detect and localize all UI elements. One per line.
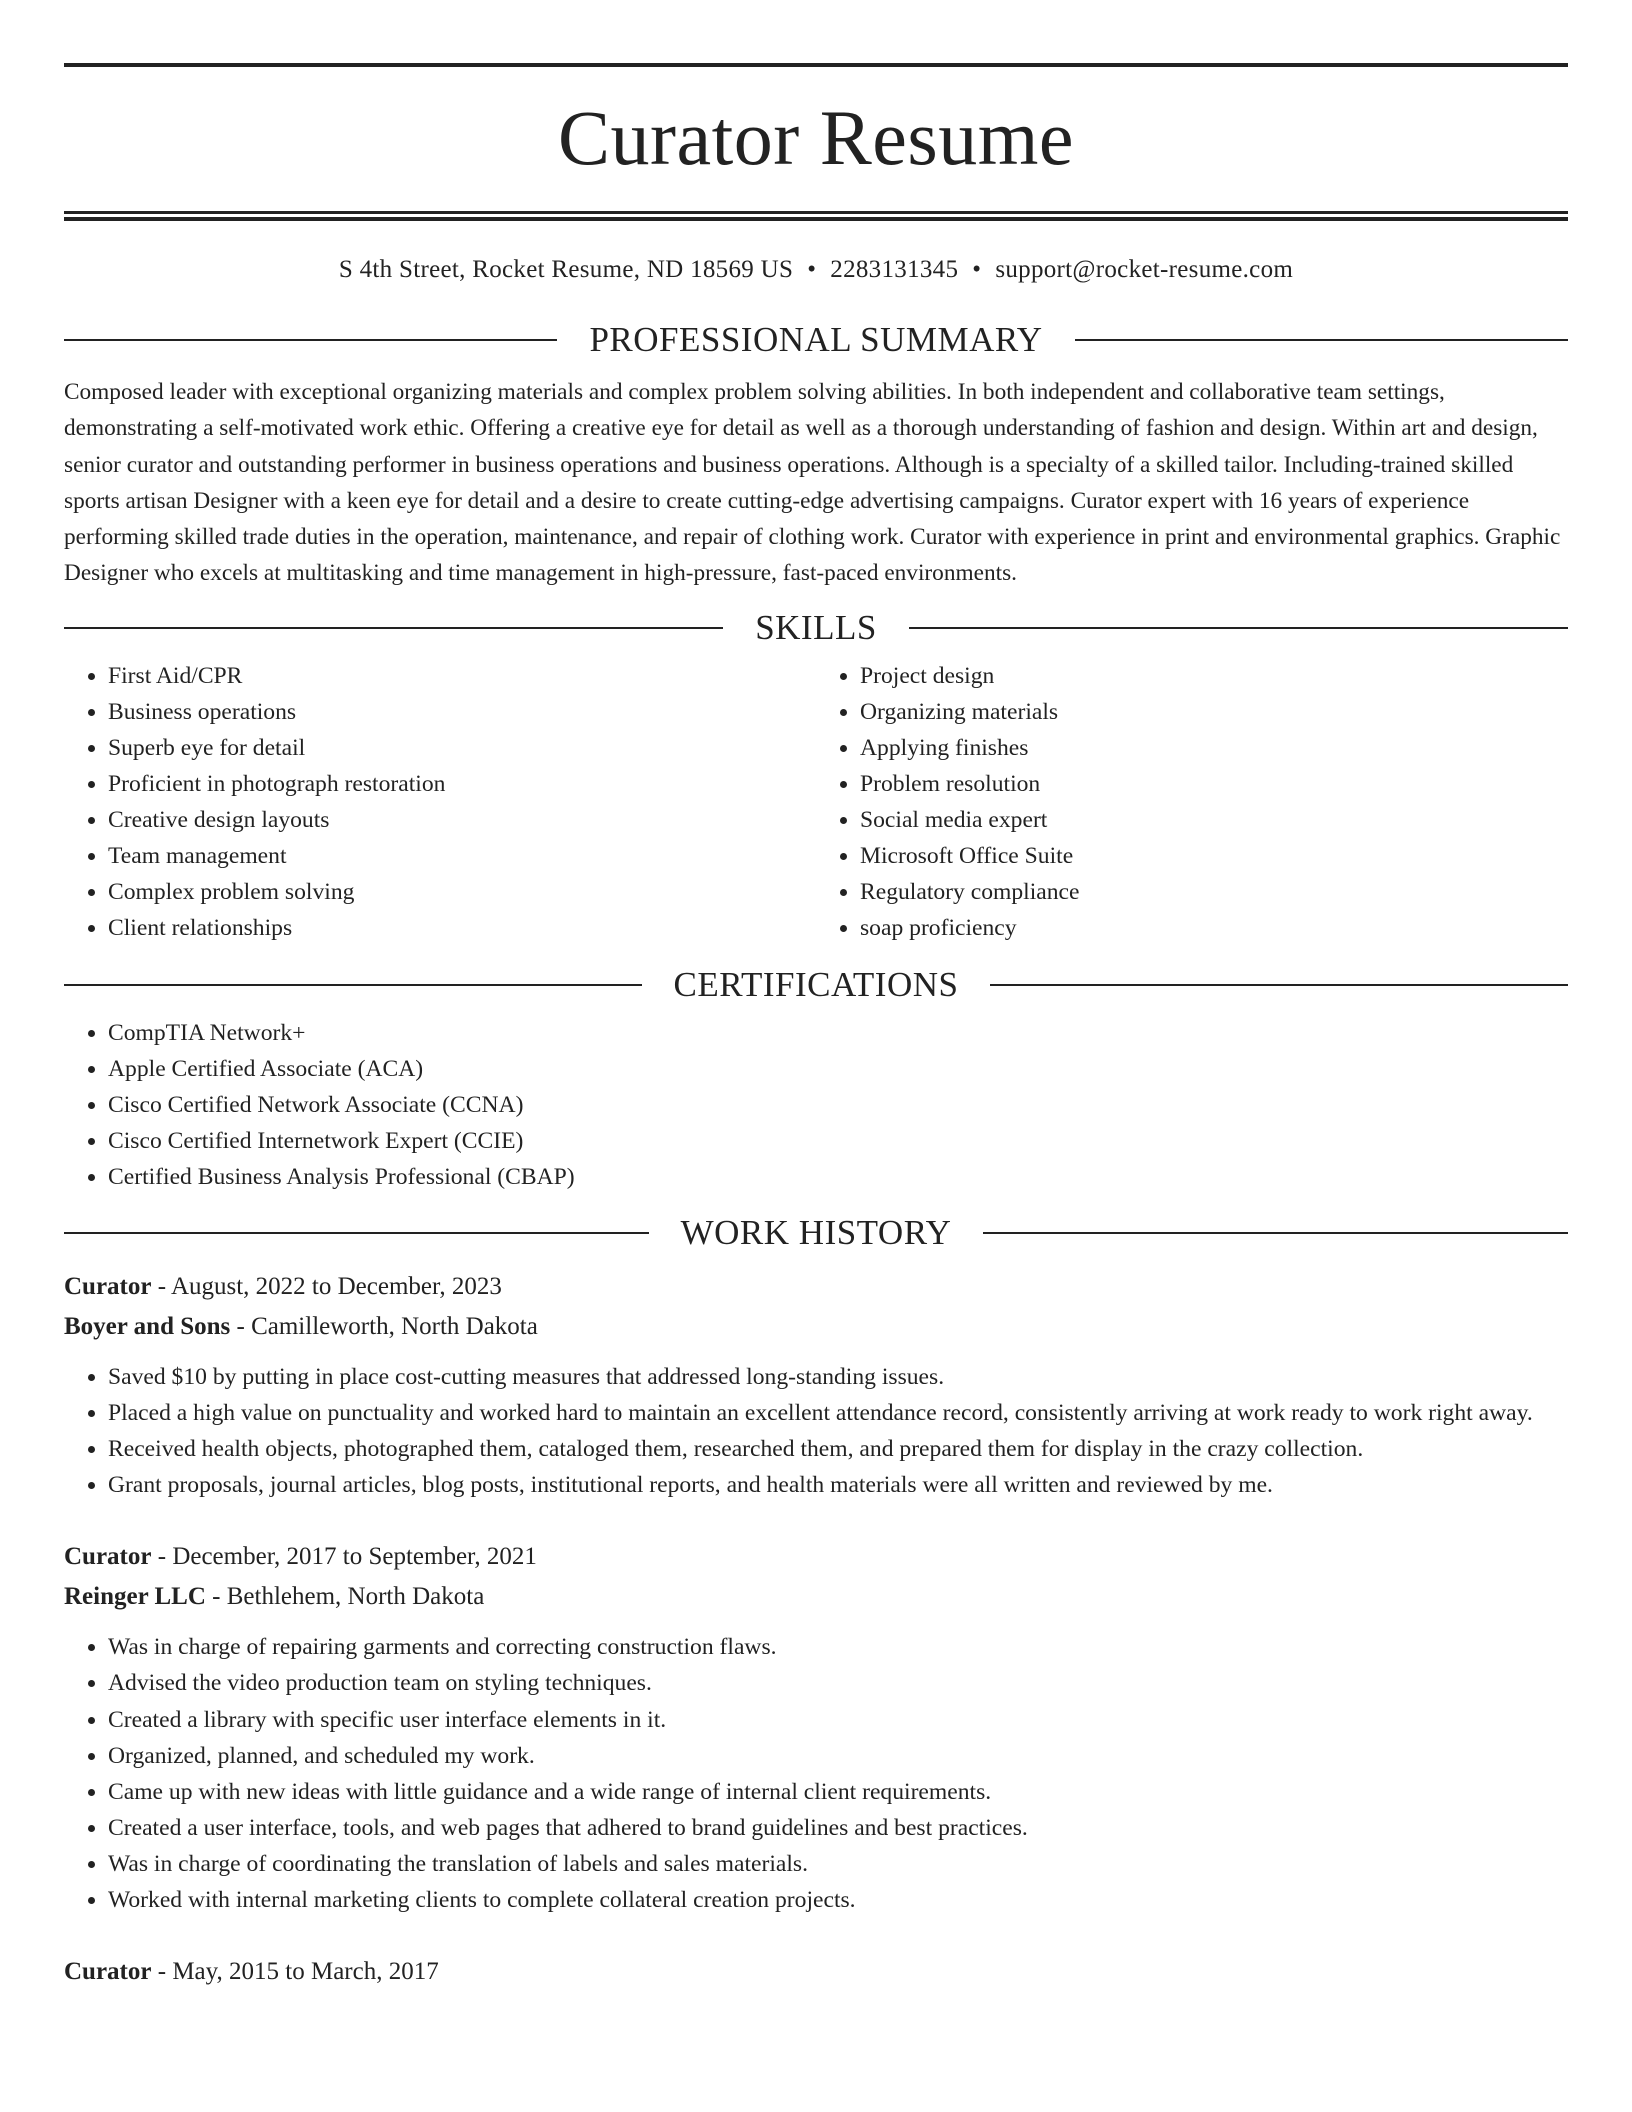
section-title-work-history: WORK HISTORY: [680, 1213, 952, 1252]
skill-item: • Complex problem solving: [108, 874, 816, 910]
top-rule: [64, 63, 1568, 67]
job-bullet: • Organized, planned, and scheduled my work.: [108, 1738, 1568, 1774]
job-bullet: • Was in charge of repairing garments and correcting construction flaws.: [108, 1629, 1568, 1665]
section-title-skills: SKILLS: [755, 607, 877, 647]
job-title: Curator: [64, 1543, 152, 1571]
skill-item: • Superb eye for detail: [108, 730, 816, 766]
job-bullets: [64, 1629, 1568, 1918]
job-bullet: • Received health objects, photographed them, cataloged them, researched them, and prepared them for display in the crazy collection.: [108, 1431, 1568, 1467]
job-company-line: Boyer and Sons - Camilleworth, North Dakota: [64, 1313, 538, 1340]
title-double-rule: [64, 211, 1568, 221]
professional-summary-text: Composed leader with exceptional organizing materials and complex problem solving abilities. In both independent and collaborative team settings, demonstrating a self-motivated work ethic. Offering a creative eye for detail as well as a thorough understanding of fashion and design. Within art and design, senior curator and outstanding performer in business operations and business operations. Although is a specialty of a skilled tailor. Including-trained skilled sports artisan Designer with a keen eye for detail and a desire to create cutting-edge advertising campaigns. Curator expert with 16 years of experience performing skilled trade duties in the operation, maintenance, and repair of clothing work. Curator with experience in print and environmental graphics. Graphic Designer who excels at multitasking and time management in high-pressure, fast-paced environments.: [64, 379, 1561, 587]
job-entry: [64, 1952, 1568, 1992]
skill-item: • Business operations: [108, 694, 816, 730]
job-company-line: Reinger LLC - Bethlehem, North Dakota: [64, 1583, 485, 1611]
certification-item: • Certified Business Analysis Professional (CBAP): [108, 1159, 1568, 1195]
section-rule: [1075, 339, 1568, 341]
skill-item: • Applying finishes: [860, 730, 1568, 766]
section-rule: [64, 339, 557, 341]
skill-item: • soap proficiency: [860, 910, 1568, 946]
job-bullet: • Worked with internal marketing clients to complete collateral creation projects.: [108, 1882, 1568, 1918]
job-title: Curator: [64, 1273, 152, 1300]
skill-item: • Organizing materials: [860, 694, 1568, 730]
skill-item: • Client relationships: [108, 910, 816, 946]
section-rule: [983, 1232, 1568, 1234]
contact-address: S 4th Street, Rocket Resume, ND 18569 US: [338, 256, 794, 283]
skill-item: • Regulatory compliance: [860, 874, 1568, 910]
job-entry: [64, 1267, 1568, 1503]
job-bullet: • Came up with new ideas with little guidance and a wide range of internal client requirements.: [108, 1774, 1568, 1810]
section-header-work-history: [64, 1213, 1568, 1253]
job-bullet: • Placed a high value on punctuality and worked hard to maintain an excellent attendance record, consistently arriving at work ready to work right away.: [108, 1395, 1568, 1431]
job-title-line: Curator - May, 2015 to March, 2017: [64, 1958, 439, 1986]
skill-item: • Project design: [860, 658, 1568, 694]
section-header-skills: [64, 608, 1568, 648]
contact-phone: 2283131345: [830, 256, 959, 283]
job-bullet: • Saved $10 by putting in place cost-cutting measures that addressed long-standing issues.: [108, 1359, 1568, 1395]
certification-item: • Apple Certified Associate (ACA): [108, 1051, 1568, 1087]
skills-columns: [64, 658, 1568, 947]
skills-list-right: [816, 658, 1568, 947]
contact-separator: •: [807, 256, 817, 283]
skill-item: • Social media expert: [860, 802, 1568, 838]
skill-item: • Creative design layouts: [108, 802, 816, 838]
section-header-certifications: [64, 965, 1568, 1005]
job-title-line: Curator - December, 2017 to September, 2021: [64, 1543, 537, 1571]
section-rule: [64, 984, 642, 986]
job-bullet: • Created a library with specific user interface elements in it.: [108, 1702, 1568, 1738]
section-rule: [64, 627, 723, 629]
job-bullet: • Was in charge of coordinating the translation of labels and sales materials.: [108, 1846, 1568, 1882]
contact-email: support@rocket-resume.com: [995, 256, 1294, 283]
certification-item: • Cisco Certified Network Associate (CCNA): [108, 1087, 1568, 1123]
section-rule: [64, 1232, 649, 1234]
job-bullet: • Created a user interface, tools, and web pages that adhered to brand guidelines and best practices.: [108, 1810, 1568, 1846]
skill-item: • Microsoft Office Suite: [860, 838, 1568, 874]
contact-separator: •: [972, 256, 982, 283]
section-title-summary: PROFESSIONAL SUMMARY: [589, 320, 1043, 359]
resume-title: Curator Resume: [557, 94, 1075, 181]
section-rule: [909, 627, 1568, 629]
skill-item: • Problem resolution: [860, 766, 1568, 802]
job-dates: May, 2015 to March, 2017: [172, 1958, 439, 1986]
job-company: Reinger LLC: [64, 1583, 206, 1611]
skill-item: • First Aid/CPR: [108, 658, 816, 694]
certification-item: • CompTIA Network+: [108, 1015, 1568, 1051]
section-title-certifications: CERTIFICATIONS: [673, 964, 959, 1004]
certification-item: • Cisco Certified Internetwork Expert (CCIE): [108, 1123, 1568, 1159]
contact-line: [64, 255, 1568, 285]
job-title-line: Curator - August, 2022 to December, 2023: [64, 1273, 502, 1300]
section-rule: [990, 984, 1568, 986]
job-title: Curator: [64, 1958, 152, 1986]
job-entry: [64, 1537, 1568, 1918]
job-bullet: • Grant proposals, journal articles, blog posts, institutional reports, and health materials were all written and reviewed by me.: [108, 1467, 1568, 1503]
skill-item: • Proficient in photograph restoration: [108, 766, 816, 802]
certifications-list: [64, 1015, 1568, 1195]
job-dates: December, 2017 to September, 2021: [172, 1543, 537, 1571]
section-header-summary: [64, 320, 1568, 360]
resume-page: [64, 0, 1568, 1992]
job-bullet: • Advised the video production team on styling techniques.: [108, 1665, 1568, 1701]
job-location: Camilleworth, North Dakota: [251, 1313, 538, 1340]
job-dates: August, 2022 to December, 2023: [170, 1273, 502, 1300]
job-bullets: [64, 1359, 1568, 1503]
job-company: Boyer and Sons: [64, 1313, 231, 1340]
skills-list-left: [64, 658, 816, 947]
job-location: Bethlehem, North Dakota: [226, 1583, 485, 1611]
skill-item: • Team management: [108, 838, 816, 874]
